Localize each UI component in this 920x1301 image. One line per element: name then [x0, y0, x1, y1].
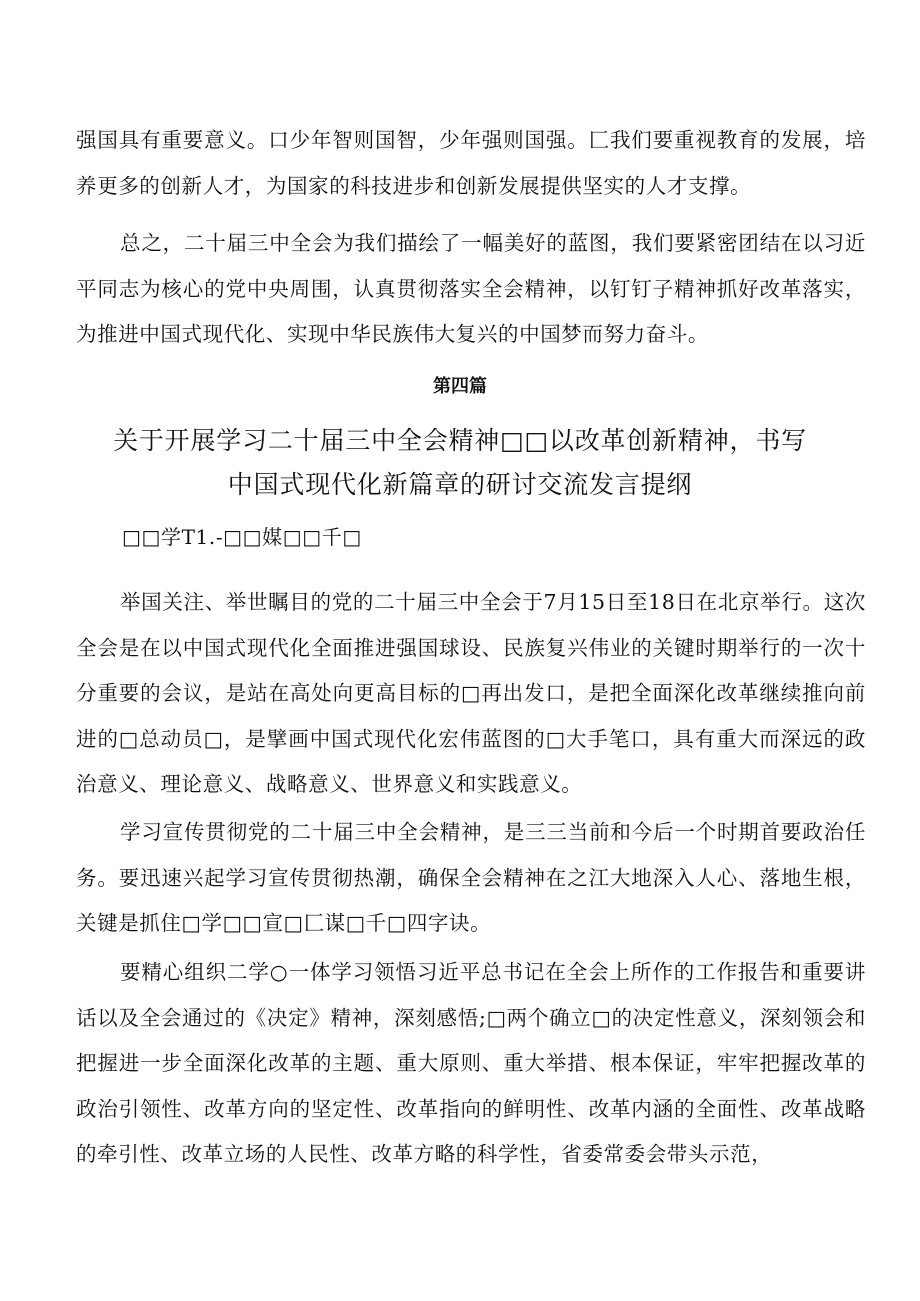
author-byline: □□学T1.-□□媒□□千□ [122, 525, 362, 549]
paragraph-conclusion: 总之，二十届三中全会为我们描绘了一幅美好的蓝图，我们要紧密团结在以习近平同志为核心的党中央周围，认真贯彻落实全会精神，以钉钉子精神抓好改革落实，为推进中国式现代化、实现中华民族伟大复兴的中国梦而努力奋斗。 [76, 231, 866, 346]
section-heading: 第四篇 [433, 376, 487, 397]
title-line-1: 关于开展学习二十届三中全会精神□□以改革创新精神，书写 [113, 426, 807, 455]
paragraph-3: 要精心组织二学○一体学习领悟习近平总书记在全会上所作的工作报告和重要讲话以及全会通过的《决定》精神，深刻感悟;□两个确立□的决定性意义，深刻领会和把握进一步全面深化改革的主题、重大原则、重大举措、根本保证，牢牢把握改革的政治引领性、改革方向的坚定性、改革指向的鲜明性、改革内涵的全面性、改革战略的牵引性、改革立场的人民性、改革方略的科学性，省委常委会带头示范， [76, 960, 866, 1166]
paragraph-1: 举国关注、举世瞩目的党的二十届三中全会于7月15日至18日在北京举行。这次全会是在以中国式现代化全面推进强国球设、民族复兴伟业的关键时期举行的一次十分重要的会议，是站在高处向更高目标的□再出发口，是把全面深化改革继续推向前进的□总动员□，是擘画中国式现代化宏伟蓝图的□大手笔口，具有重大而深远的政治意义、理论意义、战略意义、世界意义和实践意义。 [76, 590, 866, 796]
paragraph-2: 学习宣传贯彻党的二十届三中全会精神，是三三当前和今后一个时期首要政治任务。要迅速兴起学习宣传贯彻热潮，确保全会精神在之江大地深入人心、落地生根，关键是抓住□学□□宣□匚谋□千□四字诀。 [76, 820, 866, 935]
title-line-2: 中国式现代化新篇章的研讨交流发言提纲 [227, 470, 693, 499]
paragraph-intro: 强国具有重要意义。口少年智则国智，少年强则国强。匚我们要重视教育的发展，培养更多的创新人才，为国家的科技进步和创新发展提供坚实的人才支撑。 [76, 128, 866, 198]
